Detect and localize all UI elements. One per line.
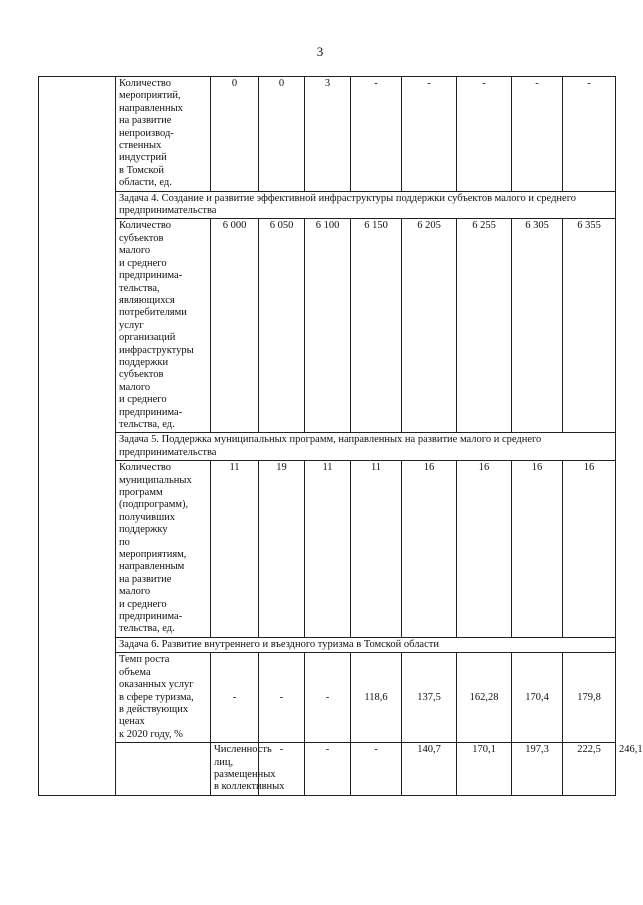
value-cell: 170,4 xyxy=(512,653,563,743)
task-row xyxy=(39,637,616,652)
indicator-line: мероприятиям, xyxy=(119,549,187,561)
value-cell: 6 150 xyxy=(351,219,402,433)
indicators-table xyxy=(38,76,643,796)
indicator-line: тельства, xyxy=(119,282,160,294)
value-cell: 0 xyxy=(211,77,259,192)
indicator-line: поддержку xyxy=(119,524,168,536)
value-cell: - xyxy=(351,77,402,192)
value-cell: - xyxy=(305,653,351,743)
indicator-line: мероприятий, xyxy=(119,90,181,102)
value-cell: - xyxy=(259,653,305,743)
indicator-line: Количество xyxy=(119,462,172,474)
indicator-line: субъектов xyxy=(119,369,164,381)
indicator-line: предпринима- xyxy=(119,611,183,623)
table-row xyxy=(39,219,616,433)
indicator-line: на развитие xyxy=(119,115,172,127)
value-cell: - xyxy=(259,743,305,796)
indicator-line: (подпрограмм), xyxy=(119,499,189,511)
value-cell: 16 xyxy=(512,461,563,638)
task-row xyxy=(39,191,616,219)
value-cell: 6 100 xyxy=(305,219,351,433)
indicator-line: тельства, ед. xyxy=(119,623,175,635)
value-cell: 162,28 xyxy=(457,653,512,743)
indicator-line: инфраструктуры xyxy=(119,344,194,356)
indicator-line: и среднего xyxy=(119,598,167,610)
indicator-line: и среднего xyxy=(119,257,167,269)
task-heading: Задача 4. Создание и развитие эффективной инфраструктуры поддержки субъектов малого и среднего предпринимательства xyxy=(116,191,616,219)
table-row xyxy=(39,77,616,192)
indicator-line: потребителями xyxy=(119,307,187,319)
value-cell: 6 050 xyxy=(259,219,305,433)
value-cell: 0 xyxy=(259,77,305,192)
task-row xyxy=(39,433,616,461)
indicator-line: предпринима- xyxy=(119,406,183,418)
value-cell: 170,1 xyxy=(457,743,512,796)
indicator-line: индустрий xyxy=(119,152,167,164)
indicator-line: в сфере туризма, xyxy=(119,691,194,703)
indicator-line: являющихся xyxy=(119,294,175,306)
indicator-cell xyxy=(116,219,211,433)
indicator-line: ственных xyxy=(119,140,162,152)
indicator-line: Количество xyxy=(119,220,172,232)
value-cell: 11 xyxy=(305,461,351,638)
value-cell: 11 xyxy=(351,461,402,638)
value-cell: - xyxy=(402,77,457,192)
indicator-line: предпринима- xyxy=(119,270,183,282)
indicator-line: субъектов xyxy=(119,232,164,244)
value-cell: 16 xyxy=(563,461,616,638)
indicator-line: малого xyxy=(119,586,151,598)
indicator-line: лиц, xyxy=(214,756,234,768)
indicator-line: по xyxy=(119,536,130,548)
value-cell: 6 205 xyxy=(402,219,457,433)
value-cell: 6 305 xyxy=(512,219,563,433)
indicator-line: непроизвод- xyxy=(119,127,174,139)
table-row: Численность лиц, размещенных в коллективных - - - 140,7 170,1 197,3 222,5 246,1 xyxy=(39,743,616,796)
indicator-line: малого xyxy=(119,381,151,393)
indicator-line: области, ед. xyxy=(119,177,172,189)
value-cell: 6 255 xyxy=(457,219,512,433)
indicator-line: к 2020 году, % xyxy=(119,728,183,740)
task-heading: Задача 6. Развитие внутреннего и въездного туризма в Томской области xyxy=(116,637,616,652)
empty-left-cell xyxy=(39,77,116,796)
value-cell: - xyxy=(305,743,351,796)
indicator-cell xyxy=(116,77,211,192)
value-cell: 222,5 xyxy=(563,743,616,796)
value-cell: 118,6 xyxy=(351,653,402,743)
value-cell: 16 xyxy=(457,461,512,638)
indicator-line: программ xyxy=(119,487,163,498)
page-number: 3 xyxy=(316,44,324,59)
indicator-line: размещенных xyxy=(214,768,276,780)
indicator-cell xyxy=(211,743,285,796)
value-cell: 16 xyxy=(402,461,457,638)
value-cell: 3 xyxy=(305,77,351,192)
value-cell: - xyxy=(512,77,563,192)
indicator-line: услуг xyxy=(119,319,144,331)
indicator-line: и среднего xyxy=(119,394,167,406)
indicator-cell xyxy=(116,653,211,743)
indicator-line: Численность xyxy=(214,744,272,756)
task-heading: Задача 5. Поддержка муниципальных программ, направленных на развитие малого и среднего предпринимательства xyxy=(116,433,616,461)
value-cell: 11 xyxy=(211,461,259,638)
value-cell: - xyxy=(211,653,259,743)
value-cell: 137,5 xyxy=(402,653,457,743)
indicator-cell xyxy=(116,461,211,638)
indicator-line: муниципальных xyxy=(119,474,192,486)
value-cell: 6 000 xyxy=(211,219,259,433)
indicator-line: поддержки xyxy=(119,356,169,368)
indicator-line: Темп роста xyxy=(119,654,170,666)
value-cell: 19 xyxy=(259,461,305,638)
indicator-line: организаций xyxy=(119,332,176,344)
indicator-line: в действующих xyxy=(119,703,189,715)
value-cell: - xyxy=(563,77,616,192)
empty-left-cell xyxy=(116,743,211,796)
indicator-line: объема xyxy=(119,666,151,678)
value-cell: 179,8 xyxy=(563,653,616,743)
value-cell: - xyxy=(351,743,402,796)
value-cell: 197,3 xyxy=(512,743,563,796)
indicator-line: направленных xyxy=(119,102,183,114)
table-row xyxy=(39,461,616,638)
value-cell: - xyxy=(457,77,512,192)
indicator-line: в Томской xyxy=(119,164,164,176)
indicator-line: направленным xyxy=(119,561,185,573)
indicator-line: на развитие xyxy=(119,573,172,585)
indicator-line: оказанных услуг xyxy=(119,679,194,691)
indicator-line: получивших xyxy=(119,511,176,523)
indicator-line: ценах xyxy=(119,716,145,728)
table-row xyxy=(39,653,616,743)
indicator-line: тельства, ед. xyxy=(119,418,175,430)
indicator-line: Количество xyxy=(119,78,172,89)
value-cell: 140,7 xyxy=(402,743,457,796)
indicator-line: малого xyxy=(119,245,151,257)
value-cell: 6 355 xyxy=(563,219,616,433)
indicator-line: в коллективных xyxy=(214,781,285,793)
